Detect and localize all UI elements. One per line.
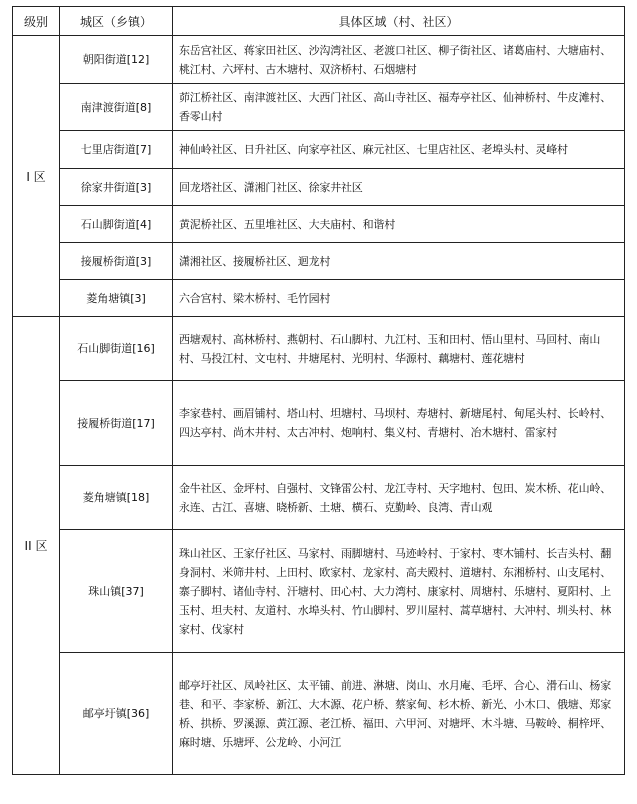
district-cell: 南津渡街道[8] xyxy=(60,84,173,131)
table-row xyxy=(13,317,625,381)
areas-cell: 六合宫村、梁木桥村、毛竹园村 xyxy=(173,280,625,317)
areas-cell: 回龙塔社区、潇湘门社区、徐家井社区 xyxy=(173,169,625,206)
district-cell: 菱角塘镇[3] xyxy=(60,280,173,317)
district-cell: 珠山镇[37] xyxy=(60,530,173,653)
district-cell: 接履桥街道[3] xyxy=(60,243,173,280)
table-row xyxy=(13,653,625,775)
district-cell: 七里店街道[7] xyxy=(60,131,173,169)
areas-cell: 李家巷村、画眉铺村、塔山村、坦塘村、马坝村、寿塘村、新塘尾村、甸尾头村、长岭村、四达亭村、尚木井村、太古冲村、炮响村、集义村、青塘村、冶木塘村、雷家村 xyxy=(173,381,625,466)
zone-table xyxy=(12,6,625,775)
district-cell: 邮亭圩镇[36] xyxy=(60,653,173,775)
table-row xyxy=(13,530,625,653)
table-row xyxy=(13,206,625,243)
areas-cell: 神仙岭社区、日升社区、向家亭社区、麻元社区、七里店社区、老埠头村、灵峰村 xyxy=(173,131,625,169)
areas-cell: 东岳宫社区、蒋家田社区、沙沟湾社区、老渡口社区、柳子街社区、诸葛庙村、大塘庙村、桃江村、六坪村、古木塘村、双济桥村、石烟塘村 xyxy=(173,36,625,84)
table-row xyxy=(13,466,625,530)
header-areas: 具体区域（村、社区） xyxy=(173,7,625,36)
district-cell: 接履桥街道[17] xyxy=(60,381,173,466)
table-row xyxy=(13,36,625,84)
district-cell: 菱角塘镇[18] xyxy=(60,466,173,530)
level-cell-1: I 区 xyxy=(13,36,60,317)
table-row xyxy=(13,280,625,317)
areas-cell: 邮亭圩社区、凤岭社区、太平铺、前进、淋塘、岗山、水月庵、毛坪、合心、滑石山、杨家巷、和平、李家桥、新江、大木源、花户桥、蔡家甸、杉木桥、新光、小木口、俄塘、郑家桥、拱桥、罗溪源、黄江源、老江桥、福田、六甲河、对塘坪、木斗塘、马鞍岭、桐梓坪、麻时塘、乐塘坪、公龙岭、小河江 xyxy=(173,653,625,775)
areas-cell: 金牛社区、金坪村、自强村、文锋雷公村、龙江寺村、天字地村、包田、炭木桥、花山岭、永连、古江、喜塘、晓桥新、土塘、横石、克勤岭、良湾、青山观 xyxy=(173,466,625,530)
areas-cell: 潇湘社区、接履桥社区、迴龙村 xyxy=(173,243,625,280)
table-row xyxy=(13,131,625,169)
header-level: 级别 xyxy=(13,7,60,36)
table-row xyxy=(13,381,625,466)
header-row xyxy=(13,7,625,36)
district-cell: 朝阳街道[12] xyxy=(60,36,173,84)
level-cell-2: II 区 xyxy=(13,317,60,775)
table-row xyxy=(13,243,625,280)
district-cell: 石山脚街道[4] xyxy=(60,206,173,243)
areas-cell: 珠山社区、王家仔社区、马家村、雨脚塘村、马迹岭村、于家村、枣木铺村、长吉头村、翻身洞村、米筛井村、上田村、欧家村、龙家村、高夫殿村、道塘村、东湘桥村、山支尾村、寨子脚村、诸仙寺村、汗塘村、田心村、大力湾村、康家村、周塘村、乐塘村、夏阳村、上玉村、坦夫村、友道村、水埠头村、竹山脚村、罗川屋村、蒿草塘村、大冲村、圳头村、林家村、伐家村 xyxy=(173,530,625,653)
areas-cell: 茆江桥社区、南津渡社区、大西门社区、高山寺社区、福寿亭社区、仙神桥村、牛皮滩村、香零山村 xyxy=(173,84,625,131)
district-cell: 石山脚街道[16] xyxy=(60,317,173,381)
areas-cell: 黄泥桥社区、五里堆社区、大夫庙村、和谐村 xyxy=(173,206,625,243)
table-row xyxy=(13,169,625,206)
district-cell: 徐家井街道[3] xyxy=(60,169,173,206)
header-district: 城区（乡镇） xyxy=(60,7,173,36)
areas-cell: 西塘观村、高林桥村、燕朝村、石山脚村、九江村、玉和田村、悟山里村、马回村、南山村、马投江村、文屯村、井塘尾村、光明村、华源村、藕塘村、莲花塘村 xyxy=(173,317,625,381)
table-row xyxy=(13,84,625,131)
